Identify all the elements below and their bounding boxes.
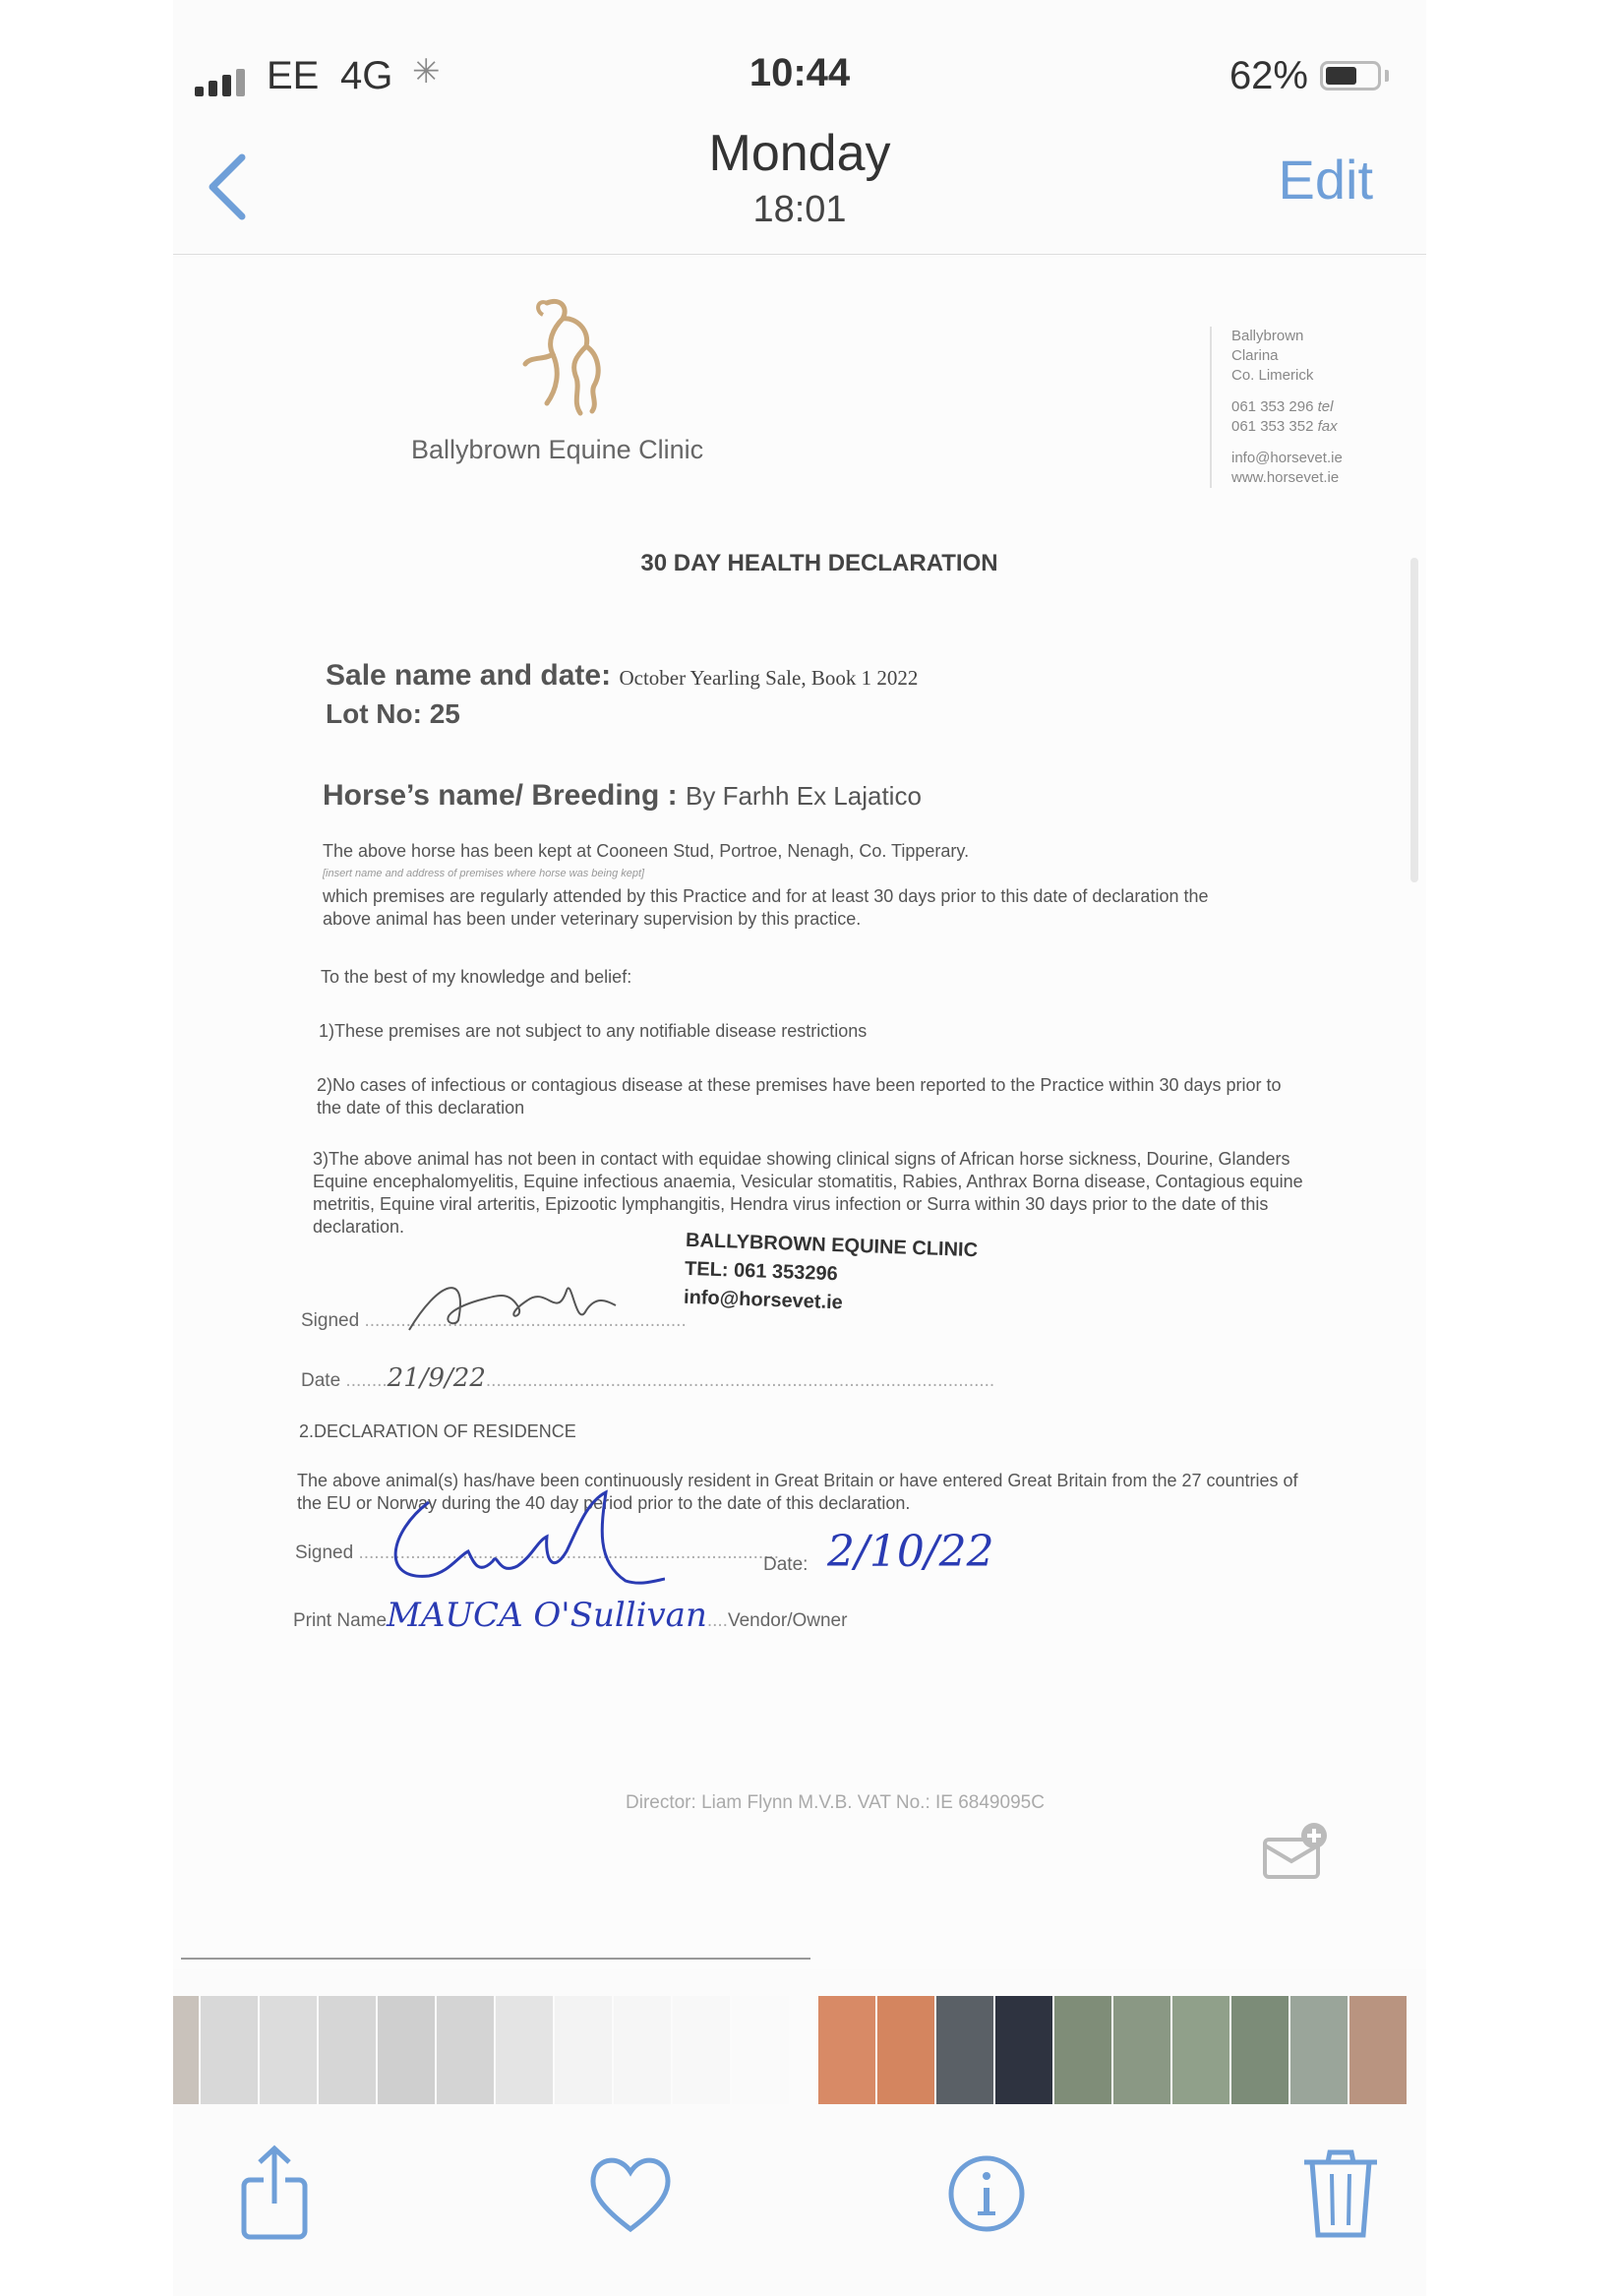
info-icon[interactable] — [942, 2145, 1031, 2243]
share-icon[interactable] — [230, 2145, 319, 2243]
date-value: 21/9/22 — [387, 1363, 486, 1393]
nav-bar — [173, 118, 1426, 256]
print-name-field: Print NameMAUCA O'Sullivan....Vendor/Owner — [293, 1596, 848, 1635]
thumbnail[interactable] — [319, 1996, 376, 2104]
edit-button[interactable]: Edit — [1278, 149, 1373, 211]
thumbnail[interactable] — [201, 1996, 258, 2104]
sale-value: October Yearling Sale, Book 1 2022 — [619, 666, 919, 690]
thumbnail[interactable] — [1231, 1996, 1288, 2104]
item-2: 2)No cases of infectious or contagious disease at these premises have been reported to the Practice within 30 days prior to the date of this declaration — [317, 1075, 1282, 1118]
clinic-address — [1210, 327, 1343, 488]
address-line: Clarina — [1231, 347, 1279, 364]
status-bar — [173, 49, 1426, 108]
thumbnail[interactable] — [673, 1996, 730, 2104]
nav-subtitle: 18:01 — [752, 189, 847, 230]
date-field: Date ........21/9/22.................................................................................................. — [301, 1363, 995, 1393]
address-tel: 061 353 296 tel — [1231, 398, 1334, 415]
heart-icon[interactable] — [586, 2145, 675, 2243]
item-3: 3)The above animal has not been in contact with equidae showing clinical signs of African horse sickness, Dourine, Glanders Equine encephalomyelitis, Equine infectious anaemia, Vesicular stomatitis, Rabies, Anthrax Borna disease, Contagious equine metritis, Equine viral arteritis, Epizootic lymphangitis, Hendra virus infection or Surra within 30 days prior to the date of this declaration. — [313, 1149, 1303, 1237]
thumbnail[interactable] — [877, 1996, 934, 2104]
document-photo[interactable] — [173, 258, 1426, 1969]
thumbnail[interactable] — [614, 1996, 671, 2104]
thumbnail[interactable] — [1054, 1996, 1111, 2104]
horse-logo-icon — [508, 295, 616, 423]
signed-field: Signed .............................................................. — [301, 1310, 687, 1331]
thumbnail[interactable] — [173, 1996, 199, 2104]
thumbnail[interactable] — [1113, 1996, 1170, 2104]
sale-label: Sale name and date: — [326, 659, 612, 692]
thumbnail[interactable] — [1290, 1996, 1348, 2104]
add-to-album-icon — [1261, 1822, 1328, 1881]
address-line: Ballybrown — [1231, 328, 1304, 344]
date2-value: 2/10/22 — [827, 1527, 994, 1577]
sale-line — [326, 659, 918, 693]
battery-percent: 62% — [1228, 54, 1308, 97]
thumbnail[interactable] — [378, 1996, 435, 2104]
loading-spinner-icon: ✳ — [412, 53, 441, 91]
premises-paragraph: The above horse has been kept at Cooneen Stud, Portroe, Nenagh, Co. Tipperary. [insert name and address of premises where horse was being kept] which premises are regularly attended by this Practice and for at least 30 days prior to this date of declaration the above animal has been under veterinary supervision by this practice. — [323, 840, 1257, 931]
address-web: www.horsevet.ie — [1231, 469, 1340, 486]
vet-signature — [399, 1261, 626, 1340]
thumbnail[interactable] — [732, 1996, 789, 2104]
document-title: 30 DAY HEALTH DECLARATION — [640, 550, 998, 576]
page-edge — [181, 1958, 810, 1960]
signed2-field: Signed ................................................................................. — [295, 1542, 780, 1563]
thumbnail[interactable] — [1349, 1996, 1407, 2104]
clinic-name: Ballybrown Equine Clinic — [411, 435, 704, 464]
network-label: 4G — [340, 54, 393, 97]
battery-cap — [1385, 70, 1389, 82]
thumbnail[interactable] — [936, 1996, 993, 2104]
thumbnail[interactable] — [995, 1996, 1052, 2104]
director-footer: Director: Liam Flynn M.V.B. VAT No.: IE 6849095C — [626, 1792, 1045, 1813]
thumbnail[interactable] — [260, 1996, 317, 2104]
item-1: 1)These premises are not subject to any notifiable disease restrictions — [319, 1021, 868, 1041]
lot-number: Lot No: 25 — [326, 698, 460, 729]
thumbnail[interactable] — [818, 1996, 875, 2104]
address-email: info@horsevet.ie — [1231, 450, 1343, 466]
thumbnail[interactable] — [555, 1996, 612, 2104]
scroll-indicator — [1410, 558, 1418, 882]
premises-note: [insert name and address of premises where horse was being kept] — [323, 868, 645, 879]
thumbnail[interactable] — [496, 1996, 553, 2104]
battery-icon — [1320, 61, 1381, 91]
owner-signature — [370, 1482, 665, 1591]
horse-label: Horse’s name/ Breeding : — [323, 779, 678, 812]
address-line: Co. Limerick — [1231, 367, 1314, 384]
horse-line — [323, 779, 922, 813]
clock: 10:44 — [749, 51, 851, 94]
residence-heading: 2.DECLARATION OF RESIDENCE — [299, 1421, 576, 1441]
belief-line: To the best of my knowledge and belief: — [321, 967, 632, 987]
print-name-value: MAUCA O'Sullivan — [387, 1596, 707, 1635]
bottom-toolbar — [173, 2145, 1426, 2263]
thumbnail-strip[interactable] — [173, 1996, 1426, 2104]
address-fax: 061 353 352 fax — [1231, 418, 1338, 435]
carrier-label: EE — [267, 54, 320, 97]
divider — [173, 254, 1426, 255]
nav-title: Monday — [708, 125, 891, 182]
date2-field: Date: — [763, 1554, 809, 1575]
trash-icon[interactable] — [1296, 2145, 1385, 2243]
thumbnail[interactable] — [1172, 1996, 1229, 2104]
clinic-stamp: BALLYBROWN EQUINE CLINIC TEL: 061 353296 info@horsevet.ie — [683, 1229, 979, 1314]
horse-value: By Farhh Ex Lajatico — [686, 781, 922, 811]
residence-text: The above animal(s) has/have been continuously resident in Great Britain or have entered Great Britain from the 27 countries of the EU or Norway during the 40 day period prior to the date of this declaration. — [297, 1471, 1298, 1513]
photo-viewer — [173, 0, 1426, 2296]
thumbnail[interactable] — [437, 1996, 494, 2104]
